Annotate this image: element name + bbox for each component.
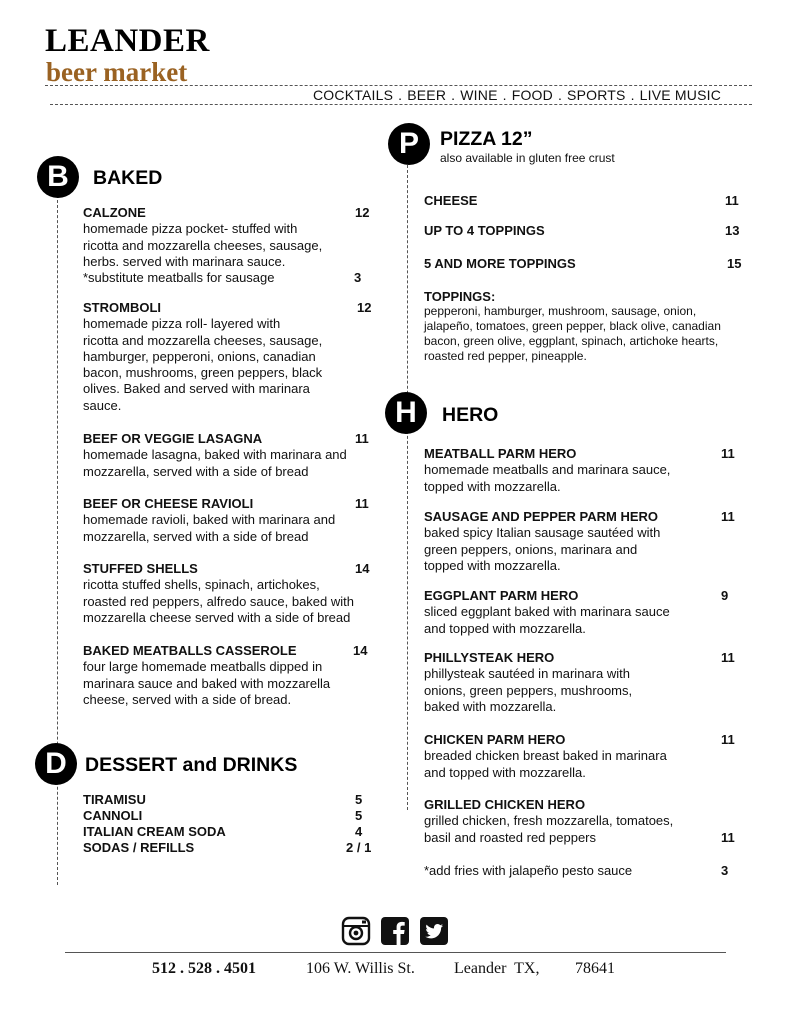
item-price: 11 [721,830,735,845]
item-desc: homemade ravioli, baked with marinara and mozzarella, served with a side of bread [83,512,336,544]
menu-item [83,205,322,270]
list-item: 5 AND MORE TOPPINGS [424,256,576,271]
footer-address: 106 W. Willis St. [306,960,415,977]
item-price: 4 [355,824,363,839]
item-price: 11 [721,732,735,747]
menu-item [424,588,670,637]
dessert-badge: D [35,743,77,785]
pizza-title: PIZZA 12” [440,128,533,150]
item-name: SAUSAGE AND PEPPER PARM HERO [424,509,659,524]
baked-title: BAKED [93,167,163,189]
item-price: 11 [355,431,369,446]
toppings-label: TOPPINGS: [424,289,496,304]
item-desc: four large homemade meatballs dipped in marinara sauce and baked with mozzarella cheese, served with a side of bread. [83,659,331,707]
item-price: 13 [725,223,740,238]
item-name: BEEF OR CHEESE RAVIOLI [83,496,254,511]
header-divider-bottom [50,104,752,105]
menu-item [424,732,667,781]
item-name: EGGPLANT PARM HERO [424,588,579,603]
item-name: MEATBALL PARM HERO [424,446,577,461]
item-price: 11 [721,650,735,665]
brand-title: LEANDER [45,23,210,59]
menu-item [424,446,670,495]
nav-item-food[interactable]: FOOD [511,87,553,103]
menu-item [83,431,347,480]
list-item: CHEESE [424,193,478,208]
item-desc: homemade lasagna, baked with marinara and mozzarella, served with a side of bread [83,447,347,479]
nav-item-sports[interactable]: SPORTS [567,87,626,103]
item-price: 15 [727,256,742,271]
item-desc: sliced eggplant baked with marinara sauce and topped with mozzarella. [424,604,670,636]
footer-phone: 512 . 528 . 4501 [152,960,256,977]
item-price: 5 [355,808,363,823]
list-item: ITALIAN CREAM SODA [83,824,226,839]
nav-item-wine[interactable]: WINE [460,87,498,103]
item-price: 11 [725,193,739,208]
header-divider-top [45,85,752,86]
item-price: 11 [355,496,369,511]
item-desc: baked spicy Italian sausage sautéed with green peppers, onions, marinara and topped with mozzarella. [424,525,661,573]
item-price: 9 [721,588,729,603]
item-price: 14 [355,561,370,576]
menu-item [83,643,330,708]
item-price: 11 [721,509,735,524]
item-price: 14 [353,643,368,658]
baked-badge: B [37,156,79,198]
item-name: BAKED MEATBALLS CASSEROLE [83,643,297,658]
item-desc: ricotta stuffed shells, spinach, artichokes, roasted red peppers, alfredo sauce, baked with mozzarella cheese served with a side of bread [83,577,355,625]
toppings-block [424,289,754,364]
item-desc: phillysteak sautéed in marinara with onions, green peppers, mushrooms, baked with mozzarella. [424,666,633,714]
item-name: GRILLED CHICKEN HERO [424,797,586,812]
item-price: 12 [355,205,370,220]
item-price: 11 [721,446,735,461]
item-desc: homemade meatballs and marinara sauce, topped with mozzarella. [424,462,671,494]
hero-badge: H [385,392,427,434]
list-item: CANNOLI [83,808,143,823]
calzone-note: *substitute meatballs for sausage [83,270,275,285]
item-name: PHILLYSTEAK HERO [424,650,555,665]
item-price: 12 [357,300,372,315]
toppings-list: pepperoni, hamburger, mushroom, sausage, onion, jalapeño, tomatoes, green pepper, black olive, canadian bacon, green olive, eggplant, spinach, artichoke hearts, roasted red pepper, pineapple. [424,304,721,363]
footer-zip: 78641 [575,960,615,977]
item-name: CALZONE [83,205,146,220]
hero-note: *add fries with jalapeño pesto sauce [424,863,633,878]
hero-note-price: 3 [721,863,729,878]
hero-title: HERO [442,404,499,426]
nav-item-beer[interactable]: BEER [407,87,447,103]
twitter-icon[interactable] [419,916,449,946]
footer-divider [65,952,726,953]
footer-city: Leander TX, [454,960,540,977]
menu-item [83,300,322,414]
item-price: 5 [355,792,363,807]
item-name: STROMBOLI [83,300,161,315]
item-desc: homemade pizza roll- layered with ricotta and mozzarella cheeses, sausage, hamburger, pepperoni, onions, canadian bacon, mushrooms, green peppers, black olives. Baked and served with marinara sauce. [83,316,323,413]
instagram-icon[interactable] [341,916,371,946]
item-desc: grilled chicken, fresh mozzarella, tomatoes, basil and roasted red peppers [424,813,674,845]
list-item: TIRAMISU [83,792,146,807]
list-item: UP TO 4 TOPPINGS [424,223,545,238]
nav-item-cocktails[interactable]: COCKTAILS [313,87,394,103]
pizza-subtitle: also available in gluten free crust [440,151,615,165]
item-name: BEEF OR VEGGIE LASAGNA [83,431,263,446]
pizza-badge: P [388,123,430,165]
menu-item [83,561,354,626]
menu-item [424,797,673,846]
item-desc: breaded chicken breast baked in marinara and topped with mozzarella. [424,748,667,780]
item-price: 2 / 1 [346,840,372,855]
item-desc: homemade pizza pocket- stuffed with ricotta and mozzarella cheeses, sausage, herbs. served with marinara sauce. [83,221,323,269]
menu-item [83,496,335,545]
calzone-note-price: 3 [354,270,362,285]
nav-bar: COCKTAILS . BEER . WINE . FOOD . SPORTS . LIVE MUSIC [313,87,722,103]
facebook-icon[interactable] [380,916,410,946]
brand-subtitle: beer market [46,57,188,87]
menu-item [424,650,632,715]
nav-item-live-music[interactable]: LIVE MUSIC [639,87,722,103]
menu-item [424,509,660,574]
dessert-title: DESSERT and DRINKS [85,754,298,776]
right-column-rule [407,160,408,810]
list-item: SODAS / REFILLS [83,840,195,855]
item-name: STUFFED SHELLS [83,561,198,576]
item-name: CHICKEN PARM HERO [424,732,566,747]
